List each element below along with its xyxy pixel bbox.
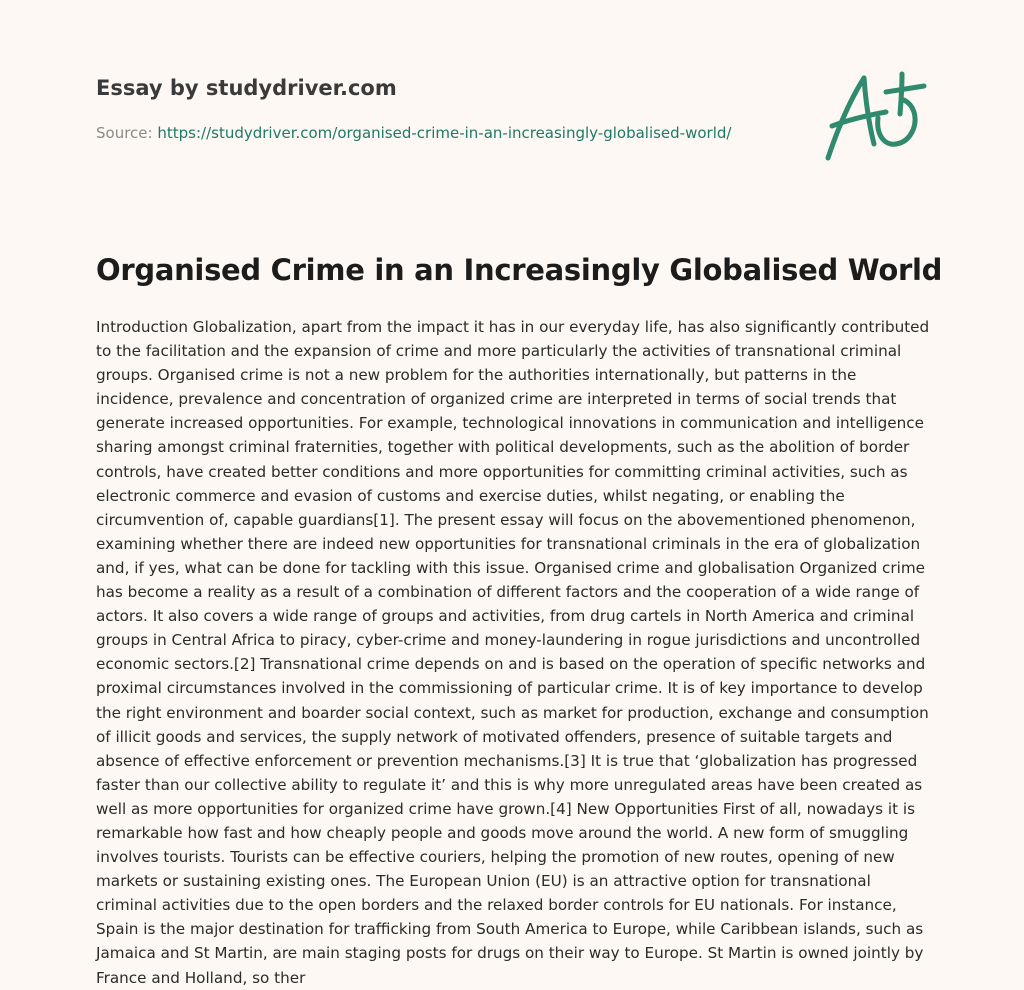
source-label: Source: — [96, 124, 153, 142]
a-plus-logo-icon — [820, 66, 930, 166]
a-plus-logo-graphic — [820, 66, 930, 166]
site-brand: Essay by studydriver.com — [96, 76, 397, 100]
essay-body: Introduction Globalization, apart from the impact it has in our everyday life, has also significantly contributed to the facilitation and the expansion of crime and more particularly the activities of transnational criminal groups. Organised crime is not a new problem for the authorities internationally, but patterns in the incidence, prevalence and concentration of organized crime are interpreted in terms of social trends that generate increased opportunities. For example, technological innovations in communication and intelligence sharing amongst criminal fraternities, together with political developments, such as the abolition of border controls, have created better conditions and more opportunities for committing criminal activities, such as electronic commerce and evasion of customs and exercise duties, whilst negating, or enabling the circumvention of, capable guardians[1]. The present essay will focus on the abovementioned phenomenon, examining whether there are indeed new opportunities for transnational criminals in the era of globalization and, if yes, what can be done for tackling with this issue. Organised crime and globalisation Organized crime has become a reality as a result of a combination of different factors and the cooperation of a wide range of actors. It also covers a wide range of groups and activities, from drug cartels in North America and criminal groups in Central Africa to piracy, cyber-crime and money-laundering in rogue jurisdictions and uncontrolled economic sectors.[2] Transnational crime depends on and is based on the operation of specific networks and proximal circumstances involved in the commissioning of particular crime. It is of key importance to develop the right environment and boarder social context, such as market for production, exchange and consumption of illicit goods and services, the supply network of motivated offenders, presence of suitable targets and absence of effective enforcement or prevention mechanisms.[3] It is true that ‘globalization has progressed faster than our collective ability to regulate it’ and this is why more unregulated areas have been created as well as more opportunities for organized crime have grown.[4] New Opportunities First of all, nowadays it is remarkable how fast and how cheaply people and goods move around the world. A new form of smuggling involves tourists. Tourists can be effective couriers, helping the promotion of new routes, opening of new markets or sustaining existing ones. The European Union (EU) is an attractive option for transnational criminal activities due to the open borders and the relaxed border controls for EU nationals. For instance, Spain is the major destination for trafficking from South America to Europe, while Caribbean islands, such as Jamaica and St Martin, are main staging posts for drugs on their way to Europe. St Martin is owned jointly by France and Holland, so ther — [96, 318, 930, 987]
essay-title: Organised Crime in an Increasingly Globalised World — [96, 253, 943, 287]
source-line — [96, 124, 731, 142]
source-link[interactable]: https://studydriver.com/organised-crime-in-an-increasingly-globalised-world/ — [157, 124, 732, 142]
